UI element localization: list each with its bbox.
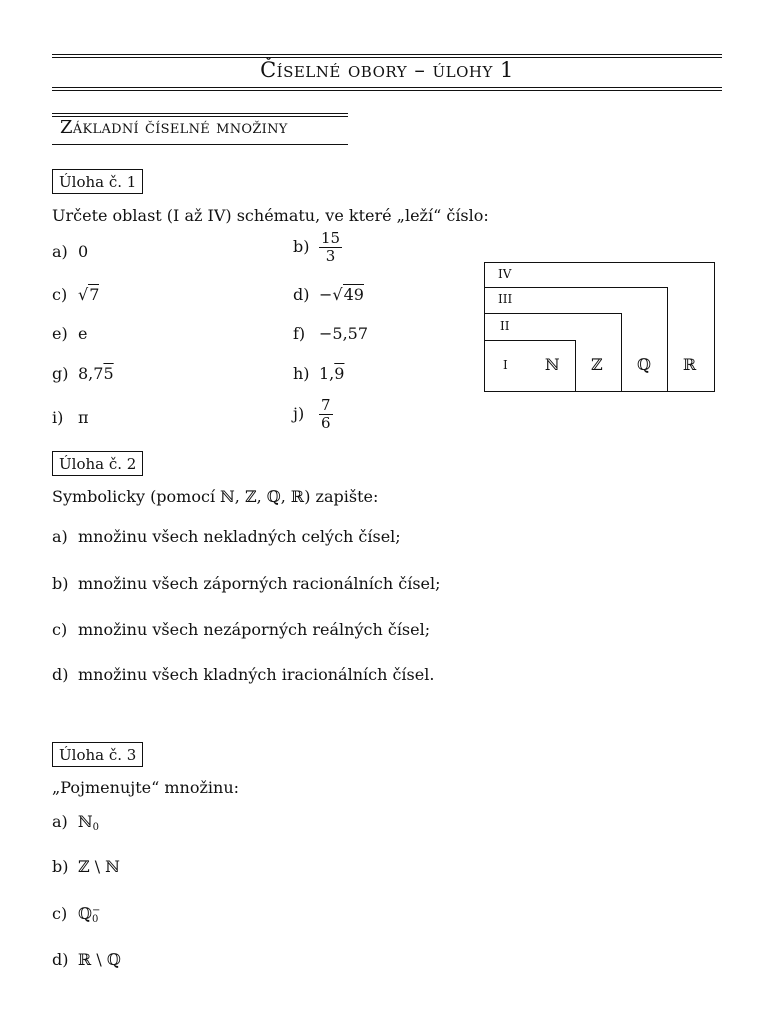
task2-item-b <box>52 574 441 593</box>
neg-sqrt-sign: −√ <box>319 285 343 304</box>
denominator: 3 <box>325 247 336 265</box>
task3-item-d <box>52 950 121 969</box>
item-label: b) <box>293 237 310 256</box>
numerator: 15 <box>321 229 341 247</box>
item-text: množinu všech kladných iracionálních čísel. <box>78 665 435 684</box>
task1-label: Úloha č. 1 <box>52 169 143 194</box>
region-i-box <box>484 340 576 392</box>
item-value: e <box>78 324 88 343</box>
task2-item-a <box>52 527 401 546</box>
task3-item-a <box>52 812 99 833</box>
set-rationals-symbol: ℚ <box>637 355 651 374</box>
task1-item-f <box>293 324 368 343</box>
set-integers-symbol: ℤ <box>591 355 603 374</box>
item-label: e) <box>52 324 68 343</box>
fraction <box>319 230 342 265</box>
repeating-digit: 5 <box>103 364 114 383</box>
region-label-i: I <box>503 358 508 372</box>
task1-item-e <box>52 324 87 343</box>
item-value: π <box>78 408 89 427</box>
page-title: Číselné obory – úlohy 1 <box>260 58 514 82</box>
number-sets-diagram <box>484 262 715 392</box>
section-heading: Základní číselné množiny <box>60 117 288 138</box>
task3-item-c <box>52 904 100 924</box>
item-label: i) <box>52 408 64 427</box>
numerator: 7 <box>321 396 331 414</box>
set-symbol: ℕ <box>78 812 93 831</box>
task1-item-i <box>52 408 89 427</box>
section-rule-bottom <box>52 144 348 145</box>
task1-item-d <box>293 285 364 304</box>
item-label: c) <box>52 620 68 639</box>
item-label: j) <box>293 404 305 423</box>
item-label: c) <box>52 904 68 923</box>
sup-sub-script <box>92 906 100 924</box>
subscript: 0 <box>92 822 99 833</box>
repeating-digit: 9 <box>334 364 345 383</box>
set-reals-symbol: ℝ <box>683 355 697 374</box>
fraction <box>319 397 333 432</box>
item-label: a) <box>52 812 68 831</box>
set-symbol: ℚ <box>78 904 92 923</box>
region-label-iii: III <box>498 292 513 306</box>
radicand: 49 <box>343 285 364 304</box>
item-label: a) <box>52 527 68 546</box>
item-value: −5,57 <box>319 324 369 343</box>
item-label: c) <box>52 285 68 304</box>
section-rule-top-1 <box>52 113 348 114</box>
region-label-ii: II <box>500 319 510 333</box>
item-text: množinu všech nekladných celých čísel; <box>78 527 401 546</box>
item-text: množinu všech záporných racionálních čísel; <box>78 574 441 593</box>
task2-item-c <box>52 620 430 639</box>
item-text: množinu všech nezáporných reálných čísel; <box>78 620 431 639</box>
task1-item-g <box>52 364 114 383</box>
item-label: g) <box>52 364 69 383</box>
decimal-base: 1, <box>319 364 335 383</box>
task1-prompt: Určete oblast (I až IV) schématu, ve které „leží“ číslo: <box>52 206 489 225</box>
title-rule-top-1 <box>52 54 722 55</box>
item-label: d) <box>52 665 69 684</box>
radicand: 7 <box>89 285 100 304</box>
task1-item-b <box>293 230 342 265</box>
set-expression: ℝ \ ℚ <box>78 950 121 969</box>
item-label: b) <box>52 574 69 593</box>
item-label: d) <box>293 285 310 304</box>
decimal-base: 8,7 <box>78 364 104 383</box>
task1-item-a <box>52 242 88 261</box>
denominator: 6 <box>321 414 331 432</box>
sqrt-sign: √ <box>78 285 89 304</box>
task3-label: Úloha č. 3 <box>52 742 143 767</box>
title-rule-bottom-1 <box>52 87 722 88</box>
item-label: b) <box>52 857 69 876</box>
subscript: 0 <box>91 913 99 925</box>
task2-prompt: Symbolicky (pomocí ℕ, ℤ, ℚ, ℝ) zapište: <box>52 487 379 506</box>
superscript: − <box>91 904 101 916</box>
task1-item-c <box>52 285 99 304</box>
item-value: 0 <box>78 242 89 261</box>
task2-label: Úloha č. 2 <box>52 451 143 476</box>
task1-item-j <box>293 397 333 432</box>
item-label: a) <box>52 242 68 261</box>
task3-item-b <box>52 857 120 876</box>
set-expression: ℤ \ ℕ <box>78 857 120 876</box>
task1-item-h <box>293 364 344 383</box>
title-rule-bottom-2 <box>52 90 722 91</box>
task3-prompt: „Pojmenujte“ množinu: <box>52 778 240 797</box>
item-label: h) <box>293 364 310 383</box>
task2-item-d <box>52 665 434 684</box>
item-label: d) <box>52 950 69 969</box>
item-label: f) <box>293 324 306 343</box>
set-naturals-symbol: ℕ <box>545 355 560 374</box>
region-label-iv: IV <box>498 267 512 281</box>
